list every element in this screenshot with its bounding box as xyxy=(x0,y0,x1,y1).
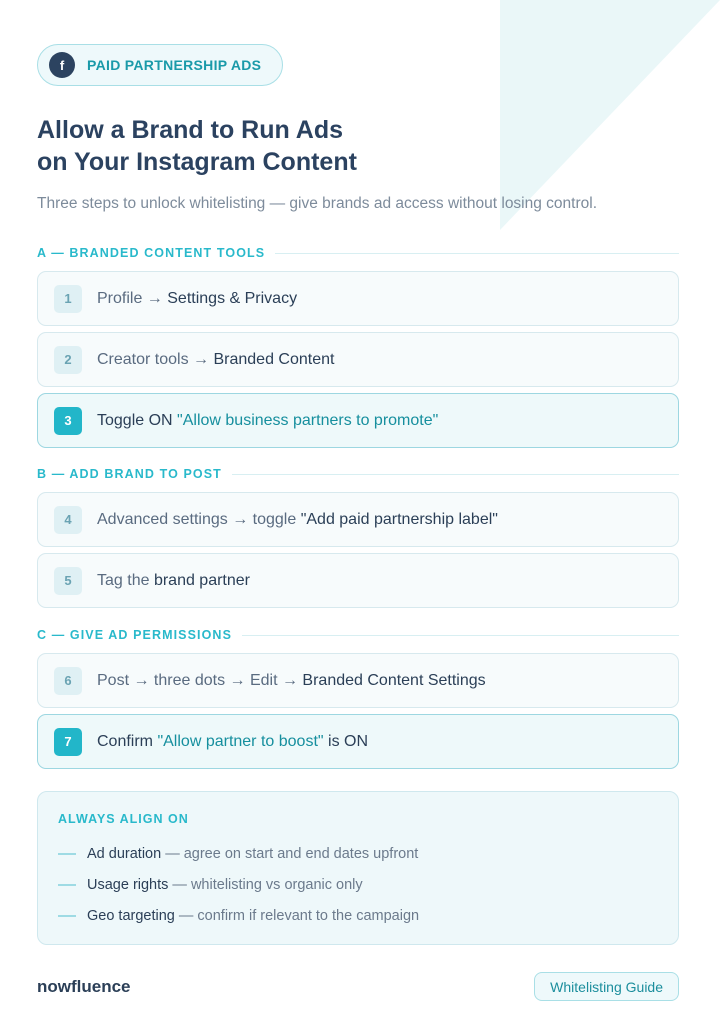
step-7 xyxy=(37,714,679,769)
step-number-badge: 5 xyxy=(54,567,82,595)
step-text-part: Settings & Privacy xyxy=(167,289,298,307)
step-6 xyxy=(37,653,679,708)
section-a-header xyxy=(37,245,679,261)
page-title-line1: Allow a Brand to Run Ads xyxy=(37,116,344,144)
step-text-part: Toggle ON xyxy=(97,411,178,429)
step-text-part: "Allow business partners to promote" xyxy=(177,411,439,429)
step-number-badge: 2 xyxy=(54,346,82,374)
step-number-badge: 6 xyxy=(54,667,82,695)
section-b-header xyxy=(37,466,679,482)
step-text-part: "Add paid partnership label" xyxy=(300,510,498,528)
category-badge-label: PAID PARTNERSHIP ADS xyxy=(87,57,262,73)
section-divider xyxy=(242,635,679,636)
section-a-label: A — BRANDED CONTENT TOOLS xyxy=(37,246,266,260)
step-5 xyxy=(37,553,679,608)
always-align-box xyxy=(37,791,679,945)
align-item-key: Usage rights xyxy=(87,876,169,893)
step-text-part: brand partner xyxy=(153,571,250,589)
step-text xyxy=(97,412,438,430)
section-divider xyxy=(232,474,679,475)
page-title-line2: on Your Instagram Content xyxy=(37,148,357,176)
step-1 xyxy=(37,271,679,326)
step-text-part: Tag the xyxy=(97,571,154,589)
step-2 xyxy=(37,332,679,387)
dash-icon xyxy=(58,915,76,917)
step-text-part: Branded Content xyxy=(213,350,335,368)
section-divider xyxy=(275,253,679,254)
step-text-part: Advanced settings → toggle xyxy=(97,510,301,528)
step-number-badge: 1 xyxy=(54,285,82,313)
category-badge xyxy=(37,44,283,86)
step-number-badge: 3 xyxy=(54,407,82,435)
step-4 xyxy=(37,492,679,547)
align-item-text: — whitelisting vs organic only xyxy=(168,876,363,893)
guide-badge: Whitelisting Guide xyxy=(534,972,679,1001)
step-text-part: Creator tools → xyxy=(97,350,214,368)
step-text-part: Confirm xyxy=(97,732,158,750)
align-item-key: Ad duration xyxy=(87,845,162,862)
step-text-part: "Allow partner to boost" xyxy=(157,732,324,750)
section-c-header xyxy=(37,627,679,643)
step-text xyxy=(97,572,250,590)
step-text-part: Post → three dots → Edit → xyxy=(97,671,303,689)
section-b-label: B — ADD BRAND TO POST xyxy=(37,467,222,481)
step-text xyxy=(97,511,498,529)
align-item xyxy=(58,838,678,869)
step-text xyxy=(97,733,368,751)
align-item-text: — confirm if relevant to the campaign xyxy=(174,907,420,924)
dash-icon xyxy=(58,853,76,855)
dash-icon xyxy=(58,884,76,886)
align-item-text: — agree on start and end dates upfront xyxy=(161,845,419,862)
step-text-part: Branded Content Settings xyxy=(302,671,486,689)
step-text xyxy=(97,672,486,690)
step-number-badge: 4 xyxy=(54,506,82,534)
step-text-part: is ON xyxy=(323,732,369,750)
align-item-key: Geo targeting xyxy=(87,907,175,924)
section-c-label: C — GIVE AD PERMISSIONS xyxy=(37,628,233,642)
page-title xyxy=(37,114,557,178)
align-item xyxy=(58,869,678,900)
step-number-badge: 7 xyxy=(54,728,82,756)
facebook-icon: f xyxy=(49,52,75,78)
align-item xyxy=(58,900,678,931)
step-text xyxy=(97,351,334,369)
step-text xyxy=(97,290,297,308)
page-subtitle: Three steps to unlock whitelisting — give brands ad access without losing control. xyxy=(37,195,598,212)
step-text-part: Profile → xyxy=(97,289,168,307)
step-3 xyxy=(37,393,679,448)
always-align-title: ALWAYS ALIGN ON xyxy=(58,812,189,826)
brand-logo-text: nowfluence xyxy=(37,977,131,996)
